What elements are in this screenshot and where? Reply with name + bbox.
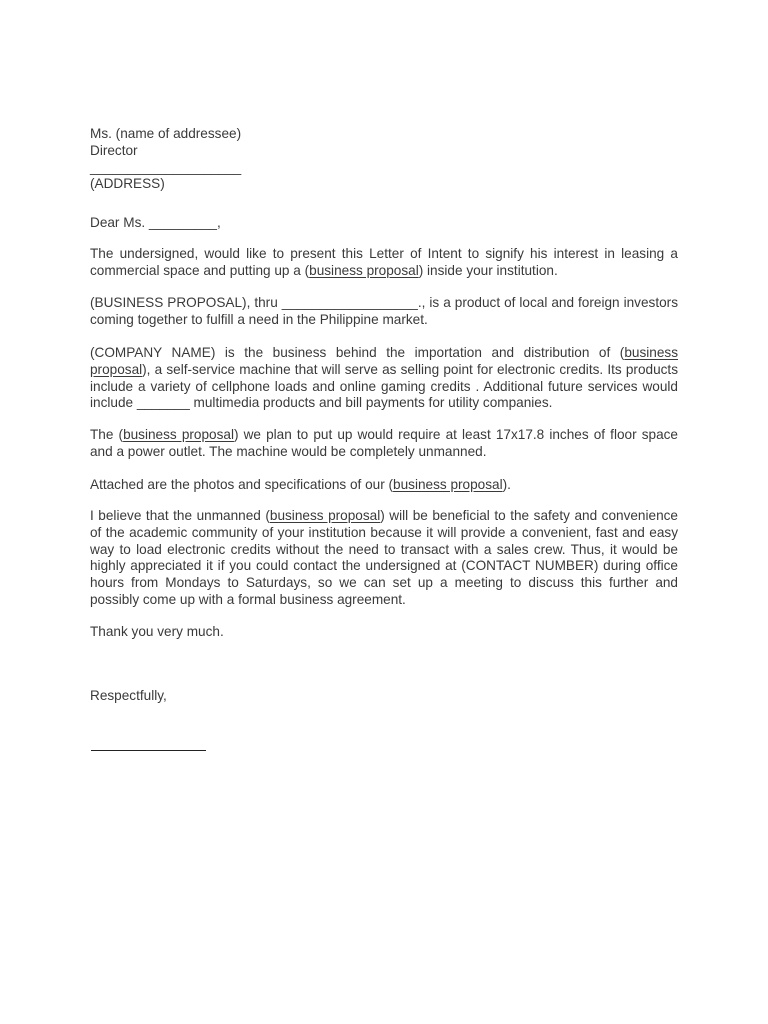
salutation: Dear Ms. _________, [90,215,221,230]
paragraph-company: (COMPANY NAME) is the business behind the importation and distribution of (business proposal), a self-service machine that will serve as selling point for electronic credits. Its products include a variety of cellphone loads and online gaming credits . Additional future services would include _______ multimedia products and bill payments for utility companies. [90,345,678,411]
closing-line: Respectfully, [90,688,167,703]
addressee-name: Ms. (name of addressee) [90,126,242,141]
business-proposal-placeholder: business proposal [123,427,234,442]
paragraph-intro: The undersigned, would like to present this Letter of Intent to signify his interest in leasing a commercial space and putting up a (business proposal) inside your institution. [90,246,678,278]
thanks-line: Thank you very much. [90,624,224,639]
signature-line [91,750,206,751]
paragraph-attachments: Attached are the photos and specifications of our (business proposal). [90,477,511,492]
business-proposal-placeholder: business proposal [309,262,419,278]
business-proposal-placeholder: business proposal [269,508,381,523]
addressee-address: (ADDRESS) [90,176,165,192]
paragraph-requirements: The (business proposal) we plan to put up would require at least 17x17.8 inches of floor space and a power outlet. The machine would be completely unmanned. [90,427,678,459]
paragraph-benefits: I believe that the unmanned (business proposal) will be beneficial to the safety and convenience of the academic community of your institution because it will provide a convenient, fast and easy way to load electronic credits without the need to transact with a sales crew. Thus, it would be highly appreciated it if you could contact the undersigned at (CONTACT NUMBER) during office hours from Mondays to Saturdays, so we can set up a meeting to discuss this further and possibly come up with a formal business agreement. [90,508,678,607]
business-proposal-placeholder: business proposal [90,345,678,377]
addressee-blank-line: ____________________ [90,159,242,175]
paragraph-business-proposal: (BUSINESS PROPOSAL), thru __________________., is a product of local and foreign investors coming together to fulfill a need in the Philippine market. [90,295,678,327]
business-proposal-placeholder: business proposal [393,477,503,492]
address-block [90,126,678,193]
addressee-title: Director [90,142,138,158]
